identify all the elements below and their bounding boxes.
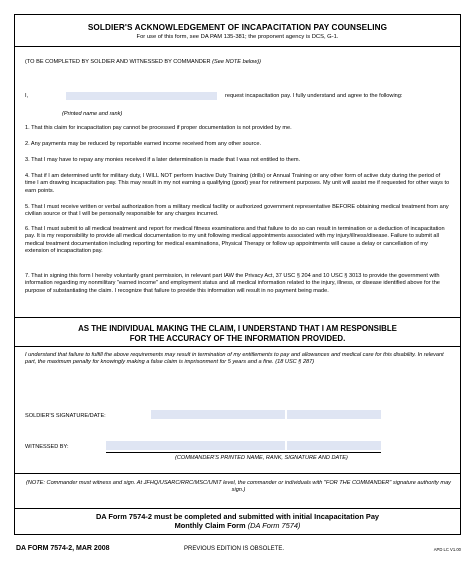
completion-note-suffix: (See NOTE below)) — [212, 59, 261, 65]
witness-caption: (COMMANDER'S PRINTED NAME, RANK, SIGNATURE AND DATE) — [175, 455, 348, 461]
request-text: request incapacitation pay. I fully understand and agree to the following: — [225, 93, 403, 99]
paragraph-4: 4. That if I am determined unfit for military duty, I WILL NOT perform Inactive Duty Training (drills) or Annual Training or any other form of active duty during the period of time I am drawing incapacitation pay. This may result in my not earning a qualifying (good) year for retirement purposes. My unit will assist me if requested for other ways to earn points. — [25, 173, 450, 194]
completion-note — [25, 59, 452, 66]
commander-note: (NOTE: Commander must witness and sign. At JFHQ/USARC/RRC/MSC/UNIT level, the commander or individuals with "FOR THE COMMANDER" signature authority may sign.) — [26, 480, 451, 494]
final-instruction-line2 — [15, 521, 460, 530]
name-request-row — [25, 92, 452, 102]
soldier-signature-row — [25, 410, 452, 422]
i-label: I, — [25, 93, 29, 99]
final-instruction-form-number: (DA Form 7574) — [247, 521, 301, 531]
form-subtitle: For use of this form, see DA PAM 135-381; the proponent agency is DCS, G-1. — [136, 34, 339, 40]
completion-note-text: (TO BE COMPLETED BY SOLDIER AND WITNESSED BY COMMANDER — [25, 59, 211, 65]
form-header — [15, 15, 460, 47]
section-divider — [15, 317, 460, 318]
soldier-signature-field[interactable] — [151, 410, 285, 419]
section-divider — [15, 346, 460, 347]
witness-date-field[interactable] — [287, 441, 381, 450]
apd-version: APD LC V1.00 — [433, 547, 461, 552]
final-instruction — [15, 512, 460, 530]
acknowledgement-heading-line2: FOR THE ACCURACY OF THE INFORMATION PROVIDED. — [129, 333, 346, 343]
paragraph-7: 7. That in signing this form I hereby voluntarily grant permission, in relevant part IAW the Privacy Act, 37 USC § 204 and 10 USC § 3013 to provide the government with information regarding my nonmilitary "earned income" and employment status and all medical information related to the injury, illness, or disease identified above for the purpose of substantiating the claim. I recognize that failure to provide this information will result in no payment being made. — [25, 273, 440, 294]
section-divider — [15, 473, 460, 474]
final-instruction-line1: DA Form 7574-2 must be completed and submitted with initial Incapacitation Pay — [95, 512, 380, 521]
soldier-date-field[interactable] — [287, 410, 381, 419]
paragraph-5: 5. That I must receive written or verbal authorization from a military medical facility or authorized government representative BEFORE obtaining medical treatment from any civilian source or that I will be personally responsible for any charges incurred. — [25, 204, 449, 218]
witness-label: WITNESSED BY: — [25, 444, 69, 450]
paragraph-3: 3. That I may have to repay any monies received if a later determination is made that I was not entitled to them. — [25, 157, 301, 163]
paragraph-2: 2. Any payments may be reduced by reportable earned income received from any other source. — [25, 141, 261, 147]
form-title: SOLDIER'S ACKNOWLEDGEMENT OF INCAPACITATION PAY COUNSELING — [87, 23, 388, 32]
form-container — [14, 14, 461, 535]
acknowledgement-statement: I understand that failure to fulfill the above requirements may result in termination of my entitlements to pay and allowances and medical care for this disability. In relevant part, the maximum penalty for knowingly making a false claim is imprisonment for 5 years and a fine. (18 USC § 287) — [25, 352, 444, 366]
printed-name-field[interactable] — [66, 92, 217, 100]
paragraph-6: 6. That I must submit to all medical treatment and report for medical fitness examinations and that failure to do so can result in termination or a deduction of incapacitation pay. It is my responsibility to provide all medical documentation to my unit following medical appointments associated with my injury/illness/disease. Failure to submit all medical treatment documentation including reporting for medical examinations, Physical Therapy or follow up appointments will cause a delay or cancellation of my extension of incapacitation pay. — [25, 226, 445, 254]
form-footer — [16, 545, 461, 555]
form-id: DA FORM 7574-2, MAR 2008 — [16, 545, 110, 552]
acknowledgement-heading — [15, 324, 460, 343]
final-instruction-form-name: Monthly Claim Form — [174, 521, 246, 531]
section-divider — [15, 508, 460, 509]
witness-signature-field[interactable] — [106, 441, 285, 450]
paragraph-1: 1. That this claim for incapacitation pay cannot be processed if proper documentation is not provided by me. — [25, 125, 292, 131]
witness-underline — [106, 452, 381, 453]
name-caption: (Printed name and rank) — [62, 111, 123, 117]
previous-edition-note: PREVIOUS EDITION IS OBSOLETE. — [184, 546, 285, 552]
soldier-signature-label: SOLDIER'S SIGNATURE/DATE: — [25, 413, 106, 419]
acknowledgement-heading-line1: AS THE INDIVIDUAL MAKING THE CLAIM, I UNDERSTAND THAT I AM RESPONSIBLE — [78, 324, 397, 333]
